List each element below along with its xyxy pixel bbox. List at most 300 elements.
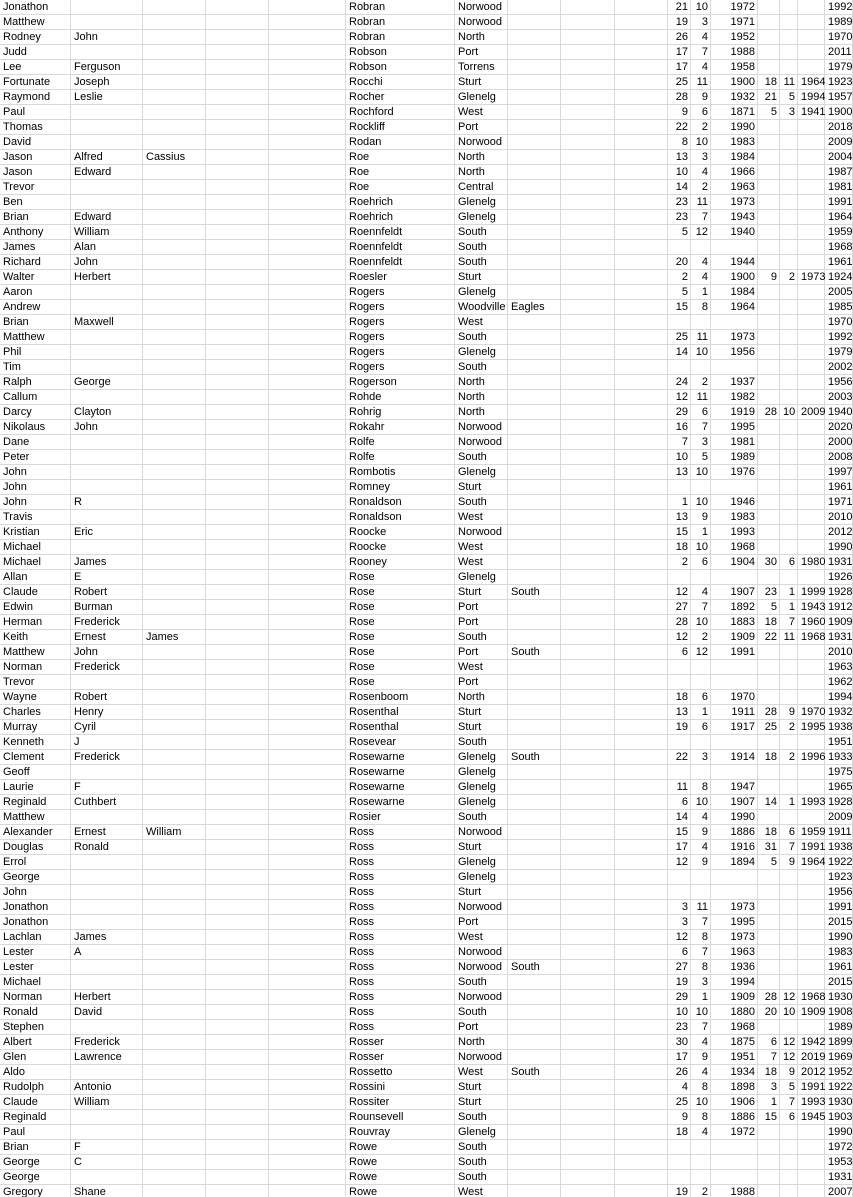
cell-blank-col-d[interactable] [206, 435, 269, 450]
cell-death-year[interactable] [798, 375, 825, 390]
cell-third-name[interactable] [143, 555, 206, 570]
cell-third-name[interactable] [143, 1035, 206, 1050]
cell-middle-name[interactable]: James [71, 930, 143, 945]
cell-blank-col-i[interactable] [561, 240, 615, 255]
cell-birth-year[interactable]: 1892 [711, 600, 758, 615]
cell-birth-month[interactable] [691, 1155, 711, 1170]
cell-middle-name[interactable]: Frederick [71, 1035, 143, 1050]
cell-third-name[interactable] [143, 330, 206, 345]
cell-club-2[interactable] [508, 360, 561, 375]
cell-blank-col-i[interactable] [561, 705, 615, 720]
cell-club-2[interactable] [508, 405, 561, 420]
cell-blank-col-j[interactable] [615, 990, 668, 1005]
cell-birth-month[interactable] [691, 240, 711, 255]
cell-death-month[interactable] [780, 1125, 798, 1140]
cell-death-day[interactable] [758, 465, 780, 480]
cell-death-month[interactable]: 7 [780, 1095, 798, 1110]
cell-third-name[interactable] [143, 60, 206, 75]
cell-club-2[interactable] [508, 30, 561, 45]
cell-first-name[interactable]: George [0, 870, 71, 885]
cell-debut-year[interactable]: 1926 [825, 570, 853, 585]
cell-blank-col-d[interactable] [206, 810, 269, 825]
cell-blank-col-j[interactable] [615, 495, 668, 510]
cell-blank-col-j[interactable] [615, 930, 668, 945]
cell-death-month[interactable] [780, 735, 798, 750]
cell-birth-month[interactable]: 3 [691, 750, 711, 765]
cell-death-day[interactable]: 14 [758, 795, 780, 810]
cell-surname[interactable]: Rombotis [346, 465, 455, 480]
cell-blank-col-d[interactable] [206, 870, 269, 885]
cell-blank-col-j[interactable] [615, 810, 668, 825]
cell-birth-year[interactable]: 1909 [711, 630, 758, 645]
cell-birth-year[interactable]: 1946 [711, 495, 758, 510]
cell-middle-name[interactable]: Clayton [71, 405, 143, 420]
cell-blank-col-i[interactable] [561, 825, 615, 840]
cell-death-month[interactable] [780, 225, 798, 240]
cell-blank-col-j[interactable] [615, 870, 668, 885]
cell-blank-col-d[interactable] [206, 1185, 269, 1197]
cell-blank-col-i[interactable] [561, 750, 615, 765]
cell-blank-col-d[interactable] [206, 1020, 269, 1035]
cell-blank-col-e[interactable] [269, 885, 346, 900]
cell-birth-month[interactable]: 7 [691, 600, 711, 615]
cell-first-name[interactable]: John [0, 465, 71, 480]
cell-birth-month[interactable]: 3 [691, 15, 711, 30]
cell-blank-col-e[interactable] [269, 585, 346, 600]
cell-surname[interactable]: Rosevear [346, 735, 455, 750]
cell-debut-year[interactable]: 2007 [825, 1185, 853, 1197]
cell-first-name[interactable]: Darcy [0, 405, 71, 420]
cell-blank-col-j[interactable] [615, 825, 668, 840]
cell-blank-col-d[interactable] [206, 60, 269, 75]
cell-birth-month[interactable] [691, 1140, 711, 1155]
cell-club-2[interactable]: South [508, 960, 561, 975]
cell-debut-year[interactable]: 2010 [825, 510, 853, 525]
cell-club[interactable]: West [455, 1065, 508, 1080]
cell-middle-name[interactable]: Burman [71, 600, 143, 615]
cell-birth-day[interactable]: 18 [668, 1125, 691, 1140]
cell-club[interactable]: Glenelg [455, 465, 508, 480]
cell-middle-name[interactable]: John [71, 30, 143, 45]
cell-club[interactable]: Glenelg [455, 195, 508, 210]
cell-debut-year[interactable]: 1923 [825, 870, 853, 885]
cell-blank-col-i[interactable] [561, 15, 615, 30]
cell-birth-month[interactable] [691, 870, 711, 885]
cell-birth-day[interactable]: 5 [668, 285, 691, 300]
cell-birth-day[interactable] [668, 660, 691, 675]
cell-birth-day[interactable] [668, 315, 691, 330]
cell-blank-col-d[interactable] [206, 1050, 269, 1065]
cell-birth-day[interactable] [668, 570, 691, 585]
cell-death-day[interactable] [758, 495, 780, 510]
cell-death-day[interactable] [758, 240, 780, 255]
cell-blank-col-j[interactable] [615, 645, 668, 660]
cell-death-year[interactable] [798, 540, 825, 555]
cell-birth-year[interactable]: 1995 [711, 915, 758, 930]
cell-surname[interactable]: Rose [346, 660, 455, 675]
cell-blank-col-i[interactable] [561, 225, 615, 240]
cell-first-name[interactable]: Norman [0, 660, 71, 675]
cell-death-day[interactable] [758, 225, 780, 240]
cell-blank-col-j[interactable] [615, 720, 668, 735]
cell-death-year[interactable] [798, 300, 825, 315]
cell-blank-col-i[interactable] [561, 60, 615, 75]
cell-first-name[interactable]: Brian [0, 315, 71, 330]
cell-middle-name[interactable] [71, 390, 143, 405]
cell-blank-col-i[interactable] [561, 255, 615, 270]
cell-birth-month[interactable]: 7 [691, 915, 711, 930]
cell-blank-col-i[interactable] [561, 1005, 615, 1020]
cell-blank-col-j[interactable] [615, 1185, 668, 1197]
cell-blank-col-d[interactable] [206, 1125, 269, 1140]
cell-death-day[interactable]: 5 [758, 105, 780, 120]
cell-club-2[interactable] [508, 570, 561, 585]
cell-blank-col-e[interactable] [269, 690, 346, 705]
cell-surname[interactable]: Ross [346, 885, 455, 900]
cell-blank-col-i[interactable] [561, 285, 615, 300]
cell-first-name[interactable]: Norman [0, 990, 71, 1005]
cell-blank-col-d[interactable] [206, 720, 269, 735]
cell-first-name[interactable]: Reginald [0, 1110, 71, 1125]
cell-birth-month[interactable] [691, 675, 711, 690]
cell-birth-year[interactable]: 1973 [711, 330, 758, 345]
cell-middle-name[interactable] [71, 195, 143, 210]
cell-third-name[interactable] [143, 420, 206, 435]
cell-death-month[interactable] [780, 1140, 798, 1155]
cell-first-name[interactable]: Lee [0, 60, 71, 75]
cell-club-2[interactable] [508, 240, 561, 255]
cell-blank-col-j[interactable] [615, 705, 668, 720]
cell-death-year[interactable] [798, 45, 825, 60]
cell-death-day[interactable] [758, 945, 780, 960]
cell-club-2[interactable] [508, 270, 561, 285]
cell-blank-col-j[interactable] [615, 1095, 668, 1110]
cell-first-name[interactable]: Keith [0, 630, 71, 645]
cell-blank-col-j[interactable] [615, 30, 668, 45]
cell-blank-col-d[interactable] [206, 930, 269, 945]
cell-surname[interactable]: Rogers [346, 315, 455, 330]
cell-blank-col-d[interactable] [206, 690, 269, 705]
cell-surname[interactable]: Roe [346, 150, 455, 165]
cell-death-day[interactable]: 22 [758, 630, 780, 645]
cell-middle-name[interactable] [71, 300, 143, 315]
cell-surname[interactable]: Rowe [346, 1140, 455, 1155]
cell-blank-col-d[interactable] [206, 180, 269, 195]
cell-blank-col-e[interactable] [269, 210, 346, 225]
cell-death-month[interactable] [780, 60, 798, 75]
cell-club-2[interactable] [508, 990, 561, 1005]
cell-surname[interactable]: Robson [346, 60, 455, 75]
cell-blank-col-e[interactable] [269, 75, 346, 90]
cell-birth-month[interactable]: 1 [691, 990, 711, 1005]
cell-blank-col-i[interactable] [561, 555, 615, 570]
cell-birth-year[interactable]: 1875 [711, 1035, 758, 1050]
cell-birth-year[interactable]: 1981 [711, 435, 758, 450]
cell-blank-col-i[interactable] [561, 900, 615, 915]
cell-middle-name[interactable] [71, 675, 143, 690]
cell-death-month[interactable] [780, 1170, 798, 1185]
cell-blank-col-d[interactable] [206, 525, 269, 540]
cell-club[interactable]: Norwood [455, 825, 508, 840]
cell-club[interactable]: Port [455, 45, 508, 60]
cell-birth-day[interactable]: 15 [668, 825, 691, 840]
cell-birth-year[interactable]: 1886 [711, 825, 758, 840]
cell-club-2[interactable] [508, 1125, 561, 1140]
cell-debut-year[interactable]: 1962 [825, 675, 853, 690]
cell-death-day[interactable]: 18 [758, 1065, 780, 1080]
cell-blank-col-j[interactable] [615, 690, 668, 705]
cell-club-2[interactable] [508, 345, 561, 360]
cell-birth-month[interactable]: 3 [691, 150, 711, 165]
cell-club-2[interactable] [508, 135, 561, 150]
cell-surname[interactable]: Rossiter [346, 1095, 455, 1110]
cell-death-day[interactable] [758, 675, 780, 690]
cell-third-name[interactable] [143, 945, 206, 960]
cell-death-month[interactable]: 12 [780, 1050, 798, 1065]
cell-death-year[interactable]: 1959 [798, 825, 825, 840]
cell-birth-month[interactable]: 7 [691, 45, 711, 60]
cell-club[interactable]: Sturt [455, 75, 508, 90]
cell-blank-col-j[interactable] [615, 105, 668, 120]
cell-birth-day[interactable]: 23 [668, 1020, 691, 1035]
cell-club[interactable]: North [455, 1035, 508, 1050]
cell-death-year[interactable]: 1994 [798, 90, 825, 105]
cell-surname[interactable]: Ross [346, 945, 455, 960]
cell-middle-name[interactable] [71, 1170, 143, 1185]
cell-blank-col-d[interactable] [206, 1155, 269, 1170]
cell-middle-name[interactable]: Cyril [71, 720, 143, 735]
cell-first-name[interactable]: Ralph [0, 375, 71, 390]
cell-blank-col-d[interactable] [206, 225, 269, 240]
cell-blank-col-d[interactable] [206, 420, 269, 435]
cell-death-day[interactable] [758, 735, 780, 750]
cell-birth-year[interactable]: 1971 [711, 15, 758, 30]
cell-blank-col-d[interactable] [206, 345, 269, 360]
cell-death-year[interactable]: 2019 [798, 1050, 825, 1065]
cell-first-name[interactable]: John [0, 885, 71, 900]
cell-death-year[interactable] [798, 180, 825, 195]
cell-club[interactable]: West [455, 510, 508, 525]
cell-death-year[interactable] [798, 225, 825, 240]
cell-club-2[interactable] [508, 315, 561, 330]
cell-blank-col-d[interactable] [206, 555, 269, 570]
cell-birth-month[interactable]: 4 [691, 840, 711, 855]
cell-blank-col-d[interactable] [206, 1170, 269, 1185]
cell-blank-col-i[interactable] [561, 510, 615, 525]
cell-debut-year[interactable]: 1979 [825, 60, 853, 75]
cell-club-2[interactable] [508, 495, 561, 510]
cell-blank-col-e[interactable] [269, 240, 346, 255]
cell-blank-col-i[interactable] [561, 915, 615, 930]
cell-debut-year[interactable]: 2005 [825, 285, 853, 300]
cell-third-name[interactable] [143, 90, 206, 105]
cell-debut-year[interactable]: 1959 [825, 225, 853, 240]
cell-third-name[interactable] [143, 390, 206, 405]
cell-middle-name[interactable] [71, 960, 143, 975]
cell-surname[interactable]: Roehrich [346, 195, 455, 210]
cell-third-name[interactable] [143, 0, 206, 15]
cell-death-year[interactable] [798, 525, 825, 540]
cell-first-name[interactable]: Albert [0, 1035, 71, 1050]
cell-surname[interactable]: Rosewarne [346, 795, 455, 810]
cell-death-month[interactable] [780, 870, 798, 885]
cell-first-name[interactable]: Tim [0, 360, 71, 375]
cell-middle-name[interactable] [71, 1065, 143, 1080]
cell-blank-col-i[interactable] [561, 360, 615, 375]
cell-death-month[interactable] [780, 465, 798, 480]
cell-death-year[interactable] [798, 165, 825, 180]
cell-club[interactable]: Norwood [455, 525, 508, 540]
cell-first-name[interactable]: David [0, 135, 71, 150]
cell-death-month[interactable] [780, 810, 798, 825]
cell-third-name[interactable] [143, 1125, 206, 1140]
cell-third-name[interactable] [143, 1170, 206, 1185]
cell-blank-col-j[interactable] [615, 555, 668, 570]
cell-birth-day[interactable]: 17 [668, 45, 691, 60]
cell-surname[interactable]: Rodan [346, 135, 455, 150]
cell-surname[interactable]: Ross [346, 825, 455, 840]
cell-first-name[interactable]: Stephen [0, 1020, 71, 1035]
cell-surname[interactable]: Roocke [346, 525, 455, 540]
cell-death-month[interactable]: 9 [780, 705, 798, 720]
cell-surname[interactable]: Ronaldson [346, 495, 455, 510]
cell-birth-year[interactable]: 1968 [711, 1020, 758, 1035]
cell-blank-col-d[interactable] [206, 915, 269, 930]
cell-blank-col-d[interactable] [206, 390, 269, 405]
cell-blank-col-i[interactable] [561, 345, 615, 360]
cell-third-name[interactable] [143, 525, 206, 540]
cell-third-name[interactable] [143, 585, 206, 600]
cell-blank-col-j[interactable] [615, 1035, 668, 1050]
cell-surname[interactable]: Roocke [346, 540, 455, 555]
cell-third-name[interactable] [143, 690, 206, 705]
cell-blank-col-i[interactable] [561, 75, 615, 90]
cell-birth-month[interactable]: 4 [691, 585, 711, 600]
cell-club-2[interactable] [508, 840, 561, 855]
cell-middle-name[interactable]: John [71, 645, 143, 660]
cell-death-day[interactable] [758, 450, 780, 465]
cell-birth-day[interactable] [668, 1155, 691, 1170]
cell-blank-col-j[interactable] [615, 1170, 668, 1185]
cell-blank-col-i[interactable] [561, 375, 615, 390]
cell-first-name[interactable]: Claude [0, 585, 71, 600]
cell-middle-name[interactable] [71, 360, 143, 375]
cell-club[interactable]: Sturt [455, 1080, 508, 1095]
cell-middle-name[interactable]: C [71, 1155, 143, 1170]
cell-blank-col-e[interactable] [269, 120, 346, 135]
cell-surname[interactable]: Rockliff [346, 120, 455, 135]
cell-club-2[interactable] [508, 375, 561, 390]
cell-blank-col-i[interactable] [561, 300, 615, 315]
cell-third-name[interactable] [143, 840, 206, 855]
cell-first-name[interactable]: Ronald [0, 1005, 71, 1020]
cell-blank-col-i[interactable] [561, 210, 615, 225]
cell-third-name[interactable] [143, 405, 206, 420]
cell-blank-col-e[interactable] [269, 165, 346, 180]
cell-club-2[interactable] [508, 915, 561, 930]
cell-death-year[interactable] [798, 675, 825, 690]
cell-third-name[interactable] [143, 510, 206, 525]
cell-blank-col-i[interactable] [561, 1140, 615, 1155]
cell-blank-col-j[interactable] [615, 1020, 668, 1035]
cell-middle-name[interactable]: Eric [71, 525, 143, 540]
cell-blank-col-i[interactable] [561, 765, 615, 780]
cell-death-day[interactable] [758, 120, 780, 135]
cell-middle-name[interactable] [71, 285, 143, 300]
cell-blank-col-e[interactable] [269, 300, 346, 315]
cell-blank-col-e[interactable] [269, 1020, 346, 1035]
cell-death-year[interactable] [798, 735, 825, 750]
cell-birth-month[interactable]: 9 [691, 825, 711, 840]
cell-third-name[interactable] [143, 855, 206, 870]
cell-birth-month[interactable]: 2 [691, 120, 711, 135]
cell-debut-year[interactable]: 1990 [825, 1125, 853, 1140]
cell-blank-col-d[interactable] [206, 645, 269, 660]
cell-club[interactable]: Norwood [455, 945, 508, 960]
cell-death-month[interactable] [780, 165, 798, 180]
cell-first-name[interactable]: Richard [0, 255, 71, 270]
cell-death-day[interactable] [758, 210, 780, 225]
cell-club[interactable]: Norwood [455, 435, 508, 450]
cell-death-year[interactable] [798, 390, 825, 405]
cell-death-month[interactable]: 2 [780, 270, 798, 285]
cell-surname[interactable]: Roennfeldt [346, 225, 455, 240]
cell-third-name[interactable] [143, 540, 206, 555]
cell-death-year[interactable] [798, 900, 825, 915]
cell-middle-name[interactable]: Frederick [71, 750, 143, 765]
cell-birth-year[interactable] [711, 675, 758, 690]
cell-first-name[interactable]: Andrew [0, 300, 71, 315]
cell-middle-name[interactable] [71, 885, 143, 900]
cell-middle-name[interactable] [71, 465, 143, 480]
cell-birth-day[interactable]: 19 [668, 1185, 691, 1197]
cell-death-month[interactable] [780, 315, 798, 330]
cell-birth-month[interactable]: 8 [691, 780, 711, 795]
cell-birth-month[interactable]: 6 [691, 555, 711, 570]
cell-surname[interactable]: Roe [346, 180, 455, 195]
cell-first-name[interactable]: Peter [0, 450, 71, 465]
cell-blank-col-e[interactable] [269, 975, 346, 990]
cell-blank-col-d[interactable] [206, 330, 269, 345]
cell-birth-month[interactable]: 9 [691, 510, 711, 525]
cell-first-name[interactable]: Reginald [0, 795, 71, 810]
cell-blank-col-i[interactable] [561, 135, 615, 150]
cell-birth-month[interactable]: 2 [691, 180, 711, 195]
cell-first-name[interactable]: Claude [0, 1095, 71, 1110]
cell-birth-day[interactable] [668, 1140, 691, 1155]
cell-blank-col-j[interactable] [615, 345, 668, 360]
cell-blank-col-d[interactable] [206, 195, 269, 210]
cell-birth-month[interactable]: 10 [691, 1095, 711, 1110]
cell-first-name[interactable]: Judd [0, 45, 71, 60]
cell-blank-col-d[interactable] [206, 1080, 269, 1095]
cell-club[interactable]: Sturt [455, 585, 508, 600]
cell-death-year[interactable] [798, 510, 825, 525]
cell-death-day[interactable]: 18 [758, 615, 780, 630]
cell-blank-col-i[interactable] [561, 120, 615, 135]
cell-birth-year[interactable]: 1995 [711, 420, 758, 435]
cell-birth-month[interactable]: 9 [691, 90, 711, 105]
cell-death-day[interactable] [758, 480, 780, 495]
cell-death-day[interactable]: 18 [758, 750, 780, 765]
cell-middle-name[interactable]: George [71, 375, 143, 390]
cell-club-2[interactable] [508, 945, 561, 960]
cell-birth-year[interactable]: 1993 [711, 525, 758, 540]
cell-death-month[interactable]: 9 [780, 855, 798, 870]
cell-death-day[interactable] [758, 45, 780, 60]
cell-blank-col-e[interactable] [269, 0, 346, 15]
cell-birth-day[interactable]: 14 [668, 810, 691, 825]
